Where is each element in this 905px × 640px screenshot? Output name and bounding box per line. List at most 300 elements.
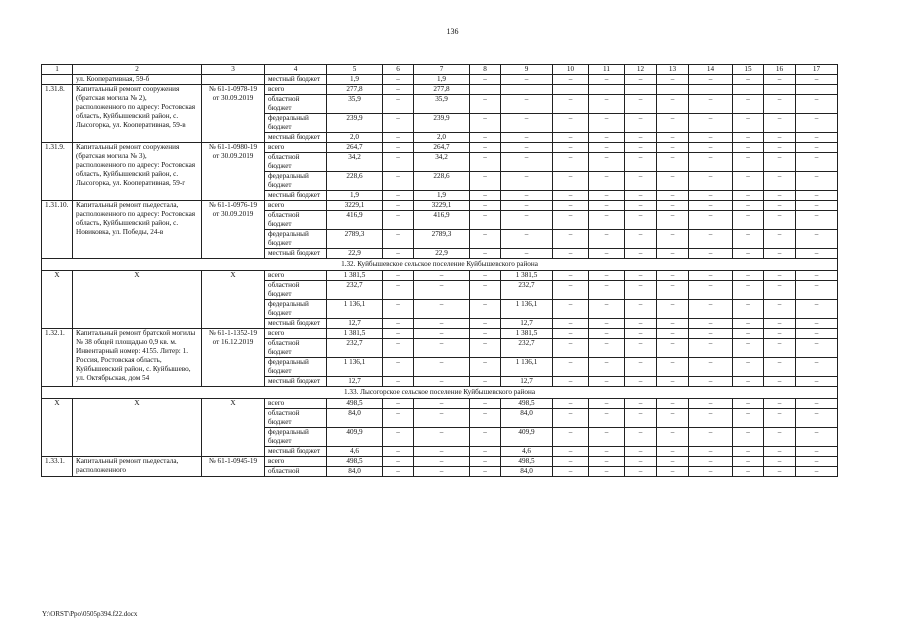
section-row — [42, 387, 838, 399]
document-number — [202, 75, 265, 85]
value-cell: – — [470, 143, 501, 153]
value-cell: 1,9 — [327, 75, 383, 85]
value-cell: 498,5 — [327, 457, 383, 467]
value-cell: – — [470, 300, 501, 319]
value-cell: – — [383, 339, 414, 358]
value-cell: – — [657, 447, 689, 457]
value-cell: – — [589, 201, 625, 211]
funding-source: областной бюджет — [265, 211, 327, 230]
object-name: X — [73, 271, 202, 329]
value-cell: – — [501, 249, 553, 259]
funding-source: областной бюджет — [265, 281, 327, 300]
value-cell: – — [657, 95, 689, 114]
value-cell: – — [383, 358, 414, 377]
value-cell: 35,9 — [414, 95, 470, 114]
object-name: Капитальный ремонт братской могилы № 38 общей площадью 0,9 кв. м. Инвентарный номер: 4155. Литер: 1. Россия, Ростовская область, Куйбышевский район, с. Куйбышево, ул. Октябрьская, дом 54 — [73, 329, 202, 387]
header-row — [42, 65, 838, 75]
value-cell: – — [733, 249, 764, 259]
value-cell: – — [764, 329, 796, 339]
value-cell: – — [383, 249, 414, 259]
value-cell: – — [657, 428, 689, 447]
table-row — [42, 329, 838, 339]
value-cell: – — [383, 329, 414, 339]
value-cell: – — [501, 153, 553, 172]
value-cell — [796, 85, 838, 95]
funding-source: всего — [265, 399, 327, 409]
value-cell: – — [553, 133, 589, 143]
value-cell: – — [733, 467, 764, 477]
value-cell: – — [383, 271, 414, 281]
funding-source: федеральный бюджет — [265, 172, 327, 191]
value-cell: – — [625, 399, 657, 409]
funding-source: местный бюджет — [265, 377, 327, 387]
value-cell: – — [589, 339, 625, 358]
value-cell: – — [796, 281, 838, 300]
value-cell: – — [625, 358, 657, 377]
value-cell: – — [796, 319, 838, 329]
value-cell: 3229,1 — [327, 201, 383, 211]
value-cell: – — [796, 114, 838, 133]
value-cell: – — [414, 377, 470, 387]
value-cell: – — [414, 300, 470, 319]
value-cell: – — [689, 358, 733, 377]
value-cell: – — [589, 114, 625, 133]
value-cell: – — [383, 281, 414, 300]
value-cell: – — [733, 377, 764, 387]
value-cell: – — [501, 75, 553, 85]
value-cell: – — [689, 329, 733, 339]
value-cell: – — [501, 133, 553, 143]
value-cell: – — [470, 191, 501, 201]
value-cell: 2,0 — [414, 133, 470, 143]
value-cell: – — [796, 300, 838, 319]
value-cell: – — [589, 358, 625, 377]
value-cell: – — [689, 467, 733, 477]
value-cell: – — [764, 172, 796, 191]
value-cell: – — [553, 300, 589, 319]
item-number: 1.31.8. — [42, 85, 73, 143]
value-cell: – — [657, 143, 689, 153]
funding-source: местный бюджет — [265, 191, 327, 201]
funding-source: областной бюджет — [265, 409, 327, 428]
value-cell: – — [657, 457, 689, 467]
value-cell: – — [625, 271, 657, 281]
value-cell: 239,9 — [414, 114, 470, 133]
item-number: 1.31.9. — [42, 143, 73, 201]
value-cell: – — [625, 211, 657, 230]
value-cell: – — [553, 143, 589, 153]
value-cell: – — [589, 133, 625, 143]
value-cell: – — [625, 377, 657, 387]
value-cell: – — [470, 153, 501, 172]
value-cell: – — [470, 172, 501, 191]
document-number: № 61-1-1352-19 от 16.12.2019 — [202, 329, 265, 387]
value-cell: 1,9 — [327, 191, 383, 201]
value-cell: – — [689, 281, 733, 300]
value-cell: 498,5 — [327, 399, 383, 409]
column-number: 10 — [553, 65, 589, 75]
value-cell: 228,6 — [414, 172, 470, 191]
value-cell: – — [657, 201, 689, 211]
item-number: 1.33.1. — [42, 457, 73, 477]
value-cell: – — [796, 153, 838, 172]
column-number: 8 — [470, 65, 501, 75]
value-cell: – — [689, 399, 733, 409]
value-cell: – — [689, 428, 733, 447]
value-cell: – — [383, 172, 414, 191]
value-cell: – — [796, 95, 838, 114]
value-cell: – — [657, 114, 689, 133]
value-cell: – — [414, 329, 470, 339]
value-cell: 232,7 — [501, 281, 553, 300]
value-cell: – — [553, 399, 589, 409]
table-row — [42, 457, 838, 467]
value-cell: 12,7 — [327, 377, 383, 387]
value-cell: 84,0 — [327, 409, 383, 428]
value-cell: – — [589, 377, 625, 387]
value-cell: – — [553, 281, 589, 300]
object-name: X — [73, 399, 202, 457]
file-path-footer: Y:\ORST\Ppo\0505p394.f22.docx — [42, 610, 138, 618]
value-cell: – — [733, 191, 764, 201]
value-cell: – — [553, 447, 589, 457]
value-cell: – — [414, 447, 470, 457]
value-cell: – — [625, 143, 657, 153]
value-cell: – — [589, 457, 625, 467]
value-cell: – — [764, 211, 796, 230]
value-cell: – — [553, 249, 589, 259]
value-cell: 239,9 — [327, 114, 383, 133]
item-number: 1.32.1. — [42, 329, 73, 387]
value-cell: – — [733, 300, 764, 319]
value-cell: – — [733, 329, 764, 339]
value-cell: – — [383, 230, 414, 249]
value-cell: – — [657, 75, 689, 85]
value-cell: – — [589, 230, 625, 249]
value-cell: – — [553, 319, 589, 329]
value-cell: – — [383, 457, 414, 467]
value-cell: – — [589, 249, 625, 259]
value-cell: – — [589, 75, 625, 85]
value-cell: – — [470, 329, 501, 339]
value-cell: – — [764, 271, 796, 281]
value-cell: 2789,3 — [414, 230, 470, 249]
value-cell: – — [414, 467, 470, 477]
value-cell: 1 381,5 — [501, 329, 553, 339]
value-cell: – — [625, 447, 657, 457]
value-cell: – — [470, 249, 501, 259]
value-cell: – — [689, 114, 733, 133]
value-cell: 84,0 — [501, 467, 553, 477]
value-cell: – — [733, 447, 764, 457]
value-cell: – — [764, 153, 796, 172]
value-cell: – — [689, 230, 733, 249]
value-cell: – — [796, 447, 838, 457]
value-cell: – — [470, 377, 501, 387]
value-cell: – — [553, 467, 589, 477]
value-cell: – — [689, 377, 733, 387]
value-cell: – — [796, 358, 838, 377]
value-cell: – — [383, 153, 414, 172]
value-cell: – — [414, 428, 470, 447]
column-number: 5 — [327, 65, 383, 75]
value-cell: 1 381,5 — [327, 329, 383, 339]
value-cell: 498,5 — [501, 457, 553, 467]
object-name: Капитальный ремонт пьедестала, расположенного — [73, 457, 202, 477]
value-cell: 1,9 — [414, 75, 470, 85]
value-cell: – — [657, 339, 689, 358]
column-number: 11 — [589, 65, 625, 75]
column-number: 16 — [764, 65, 796, 75]
value-cell: – — [470, 428, 501, 447]
value-cell: – — [470, 339, 501, 358]
value-cell: – — [383, 143, 414, 153]
value-cell: – — [470, 75, 501, 85]
value-cell: – — [383, 319, 414, 329]
value-cell: – — [625, 230, 657, 249]
value-cell: – — [657, 329, 689, 339]
value-cell: 409,9 — [501, 428, 553, 447]
value-cell: – — [383, 377, 414, 387]
value-cell: – — [625, 114, 657, 133]
value-cell: 1 136,1 — [327, 300, 383, 319]
value-cell: – — [657, 300, 689, 319]
value-cell: – — [625, 339, 657, 358]
value-cell: – — [414, 358, 470, 377]
document-number: № 61-1-0980-19 от 30.09.2019 — [202, 143, 265, 201]
value-cell: – — [589, 409, 625, 428]
column-number: 17 — [796, 65, 838, 75]
value-cell: – — [764, 95, 796, 114]
value-cell: – — [796, 409, 838, 428]
value-cell: – — [553, 329, 589, 339]
value-cell: – — [689, 339, 733, 358]
value-cell: – — [657, 249, 689, 259]
value-cell: 409,9 — [327, 428, 383, 447]
column-number: 14 — [689, 65, 733, 75]
value-cell: – — [383, 447, 414, 457]
value-cell: 277,8 — [414, 85, 470, 95]
value-cell: – — [733, 271, 764, 281]
value-cell: – — [470, 467, 501, 477]
value-cell: – — [383, 75, 414, 85]
document-number: № 61-1-0978-19 от 30.09.2019 — [202, 85, 265, 143]
value-cell: 232,7 — [327, 339, 383, 358]
value-cell: – — [796, 172, 838, 191]
value-cell: – — [553, 75, 589, 85]
value-cell: – — [689, 249, 733, 259]
document-number: № 61-1-0945-19 — [202, 457, 265, 477]
value-cell: – — [383, 201, 414, 211]
value-cell: – — [733, 133, 764, 143]
value-cell: 2,0 — [327, 133, 383, 143]
funding-source: местный бюджет — [265, 249, 327, 259]
value-cell: – — [625, 75, 657, 85]
value-cell: – — [764, 191, 796, 201]
value-cell: – — [764, 358, 796, 377]
value-cell: – — [553, 377, 589, 387]
value-cell: – — [625, 319, 657, 329]
value-cell: – — [553, 428, 589, 447]
value-cell: – — [764, 467, 796, 477]
value-cell: – — [689, 409, 733, 428]
value-cell: – — [553, 153, 589, 172]
funding-source: всего — [265, 457, 327, 467]
column-number: 12 — [625, 65, 657, 75]
funding-source: областной — [265, 467, 327, 477]
section-title: 1.32. Куйбышевское сельское поселение Куйбышевского района — [42, 259, 838, 271]
object-name: Капитальный ремонт сооружения (братская могила № 3), расположенного по адресу: Ростовская область, Куйбышевский район, с. Лысогорка, ул. Кооперативная, 59-г — [73, 143, 202, 201]
value-cell: – — [625, 172, 657, 191]
value-cell: – — [689, 300, 733, 319]
table-row — [42, 75, 838, 85]
value-cell: – — [589, 300, 625, 319]
value-cell: – — [733, 358, 764, 377]
value-cell: – — [796, 191, 838, 201]
value-cell: – — [553, 95, 589, 114]
value-cell: – — [764, 300, 796, 319]
value-cell: 34,2 — [327, 153, 383, 172]
value-cell: – — [764, 133, 796, 143]
value-cell: 277,8 — [327, 85, 383, 95]
value-cell: – — [414, 409, 470, 428]
value-cell: 34,2 — [414, 153, 470, 172]
value-cell: – — [625, 428, 657, 447]
section-row — [42, 259, 838, 271]
item-number: X — [42, 271, 73, 329]
value-cell: 4,6 — [327, 447, 383, 457]
value-cell: – — [625, 191, 657, 201]
value-cell: – — [625, 329, 657, 339]
value-cell: 1 136,1 — [501, 358, 553, 377]
object-name: ул. Кооперативная, 59-б — [73, 75, 202, 85]
value-cell — [657, 85, 689, 95]
document-number: X — [202, 271, 265, 329]
value-cell: – — [383, 114, 414, 133]
funding-source: областной бюджет — [265, 339, 327, 358]
value-cell: 35,9 — [327, 95, 383, 114]
value-cell: – — [796, 399, 838, 409]
value-cell: – — [733, 230, 764, 249]
value-cell: – — [501, 211, 553, 230]
funding-source: областной бюджет — [265, 153, 327, 172]
value-cell: – — [589, 143, 625, 153]
value-cell: – — [470, 399, 501, 409]
value-cell: – — [733, 319, 764, 329]
value-cell: – — [553, 114, 589, 133]
value-cell: – — [689, 211, 733, 230]
column-number: 1 — [42, 65, 73, 75]
column-number: 13 — [657, 65, 689, 75]
value-cell: – — [501, 201, 553, 211]
value-cell: – — [553, 191, 589, 201]
value-cell — [553, 85, 589, 95]
value-cell: – — [796, 201, 838, 211]
value-cell: 1 136,1 — [501, 300, 553, 319]
funding-source: всего — [265, 143, 327, 153]
value-cell: – — [383, 133, 414, 143]
value-cell: – — [470, 114, 501, 133]
value-cell: – — [470, 230, 501, 249]
value-cell: – — [501, 95, 553, 114]
value-cell: – — [657, 281, 689, 300]
value-cell: 22,9 — [414, 249, 470, 259]
value-cell: – — [689, 172, 733, 191]
value-cell: – — [657, 399, 689, 409]
value-cell: – — [796, 133, 838, 143]
value-cell: – — [501, 143, 553, 153]
value-cell: – — [657, 319, 689, 329]
value-cell: – — [625, 457, 657, 467]
value-cell: – — [470, 281, 501, 300]
value-cell: 498,5 — [501, 399, 553, 409]
value-cell: – — [733, 201, 764, 211]
value-cell: – — [589, 428, 625, 447]
value-cell: – — [764, 399, 796, 409]
value-cell — [733, 85, 764, 95]
value-cell: – — [733, 153, 764, 172]
value-cell: – — [689, 191, 733, 201]
value-cell: 12,7 — [327, 319, 383, 329]
value-cell: – — [625, 133, 657, 143]
budget-table — [41, 64, 838, 477]
value-cell: 416,9 — [414, 211, 470, 230]
value-cell: – — [414, 319, 470, 329]
value-cell: – — [553, 172, 589, 191]
value-cell: – — [625, 95, 657, 114]
value-cell: – — [689, 143, 733, 153]
value-cell: – — [383, 211, 414, 230]
value-cell: – — [470, 201, 501, 211]
value-cell: – — [470, 358, 501, 377]
value-cell — [625, 85, 657, 95]
value-cell: – — [470, 409, 501, 428]
value-cell: – — [689, 95, 733, 114]
column-number: 3 — [202, 65, 265, 75]
value-cell: – — [657, 358, 689, 377]
value-cell: 416,9 — [327, 211, 383, 230]
value-cell: – — [733, 211, 764, 230]
value-cell: – — [764, 230, 796, 249]
value-cell: – — [796, 329, 838, 339]
value-cell: – — [764, 249, 796, 259]
value-cell: – — [733, 428, 764, 447]
value-cell: – — [796, 230, 838, 249]
value-cell: – — [625, 249, 657, 259]
value-cell: – — [733, 95, 764, 114]
value-cell: – — [764, 143, 796, 153]
value-cell: – — [589, 271, 625, 281]
table-row — [42, 399, 838, 409]
column-number: 4 — [265, 65, 327, 75]
value-cell: – — [553, 358, 589, 377]
value-cell: – — [553, 339, 589, 358]
value-cell: – — [733, 339, 764, 358]
funding-source: областной бюджет — [265, 95, 327, 114]
value-cell: – — [383, 300, 414, 319]
value-cell — [764, 85, 796, 95]
value-cell: 22,9 — [327, 249, 383, 259]
value-cell: 232,7 — [327, 281, 383, 300]
value-cell: – — [764, 339, 796, 358]
value-cell: – — [764, 75, 796, 85]
value-cell: – — [553, 211, 589, 230]
value-cell: – — [470, 447, 501, 457]
value-cell: – — [764, 201, 796, 211]
value-cell: – — [553, 201, 589, 211]
value-cell: – — [501, 230, 553, 249]
value-cell: – — [470, 271, 501, 281]
